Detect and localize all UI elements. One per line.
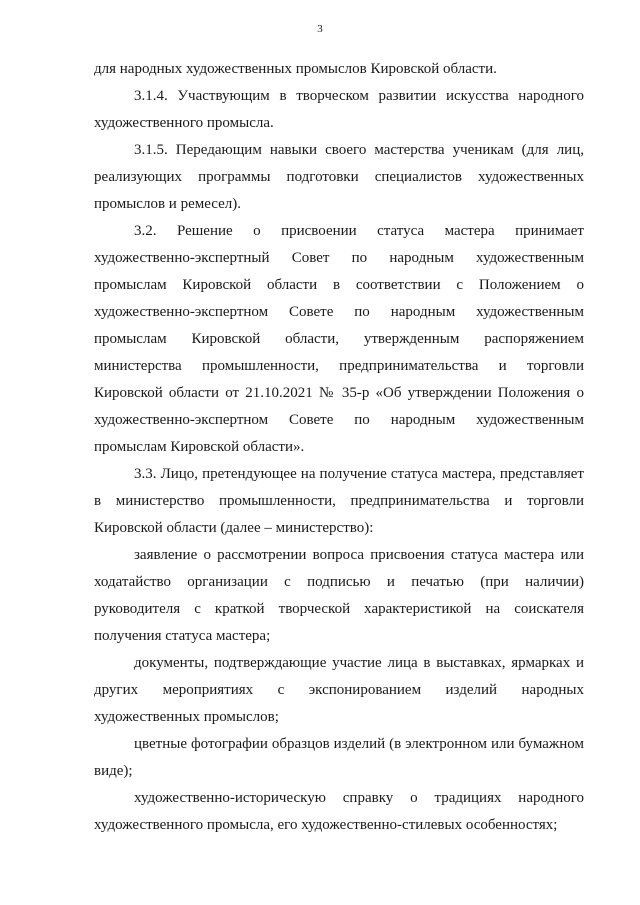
- document-body: [94, 56, 584, 839]
- paragraph-3-3: 3.3. Лицо, претендующее на получение статуса мастера, представляет в министерство промышленности, предпринимательства и торговли Кировской области (далее – министерство):: [94, 466, 584, 536]
- page-number: 3: [317, 23, 323, 35]
- list-item-photos: цветные фотографии образцов изделий (в электронном или бумажном виде);: [94, 736, 584, 779]
- list-item-documents: документы, подтверждающие участие лица в выставках, ярмарках и других мероприятиях с экспонированием изделий народных художественных промыслов;: [94, 655, 584, 725]
- paragraph-3-1-5: 3.1.5. Передающим навыки своего мастерства ученикам (для лиц, реализующих программы подготовки специалистов художественных промыслов и ремесел).: [94, 142, 584, 212]
- list-item-application: заявление о рассмотрении вопроса присвоения статуса мастера или ходатайство организации с подписью и печатью (при наличии) руководителя с краткой творческой характеристикой на соискателя получения статуса мастера;: [94, 547, 584, 644]
- paragraph-3-1-4: 3.1.4. Участвующим в творческом развитии искусства народного художественного промысла.: [94, 88, 584, 131]
- list-item-reference: художественно-историческую справку о традициях народного художественного промысла, его художественно-стилевых особенностях;: [94, 790, 584, 833]
- paragraph-continuation: для народных художественных промыслов Кировской области.: [94, 61, 497, 77]
- paragraph-3-2: 3.2. Решение о присвоении статуса мастера принимает художественно-экспертный Совет по народным художественным промыслам Кировской области в соответствии с Положением о художественно-экспертном Совете по народным художественным промыслам Кировской области, утвержденным распоряжением министерства промышленности, предпринимательства и торговли Кировской области от 21.10.2021 № 35-р «Об утверждении Положения о художественно-экспертном Совете по народным художественным промыслам Кировской области».: [94, 223, 584, 455]
